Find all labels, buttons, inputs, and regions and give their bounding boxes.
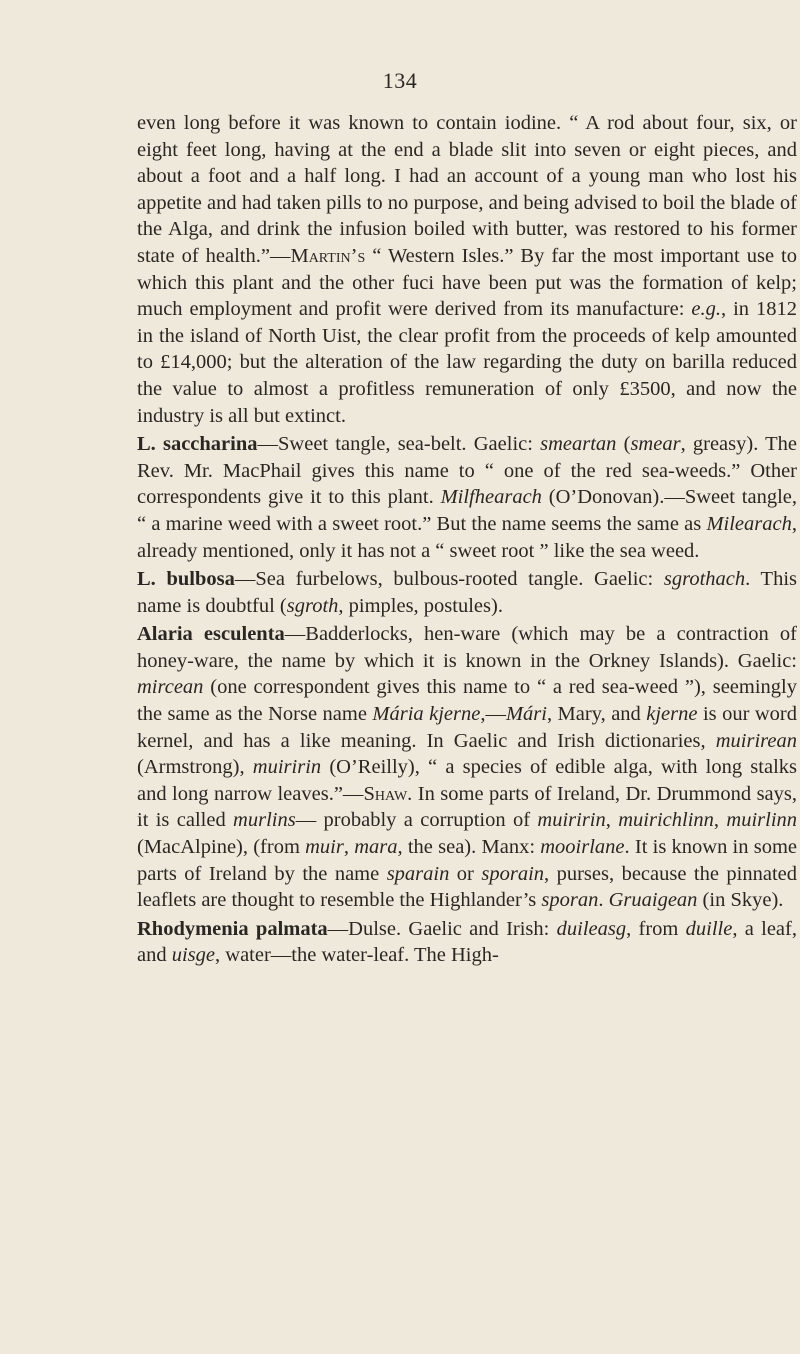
entry-heading: Alaria esculenta: [137, 623, 285, 646]
body-text: [137, 110, 797, 969]
entry-alaria-esculenta: Alaria esculenta—Badderlocks, hen-ware (which may be a contraction of honey-ware, the name by which it is known in the Orkney Islands). Gaelic: mircean (one correspondent gives this name to “ a red sea-weed ”), seemingly the same as the Norse name Mária kjerne,—Mári, Mary, and kjerne is our word kernel, and has a like meaning. In Gaelic and Irish dictionaries, muirirean (Armstrong), muiririn (O’Reilly), “ a species of edible alga, with long stalks and long narrow leaves.”—Shaw. In some parts of Ireland, Dr. Drummond says, it is called murlins— probably a corruption of muiririn, muirichlinn, muirlinn (MacAlpine), (from muir, mara, the sea). Manx: mooirlane. It is known in some parts of Ireland by the name sparain or sporain, purses, because the pinnated leaflets are thought to resemble the Highlander’s sporan. Gruaigean (in Skye).: [137, 623, 798, 912]
entry-l-saccharina: L. saccharina—Sweet tangle, sea-belt. Gaelic: smeartan (smear, greasy). The Rev. Mr. MacPhail gives this name to “ one of the red sea-weeds.” Other correspondents give it to this plant. Milfhearach (O’Donovan).—Sweet tangle, “ a marine weed with a sweet root.” But the name seems the same as Milearach, already mentioned, only it has not a “ sweet root ” like the sea weed.: [137, 433, 798, 562]
paragraph-kelp: even long before it was known to contain iodine. “ A rod about four, six, or eight feet long, having at the end a blade slit into seven or eight pieces, and about a foot and a half long. I had an account of a young man who lost his appetite and had taken pills to no purpose, and being advised to boil the blade of the Alga, and drink the infusion boiled with butter, was restored to his former state of health.”—Martin’s “ Western Isles.” By far the most important use to which this plant and the other fuci have been put was the formation of kelp; much employment and profit were derived from its manufacture: e.g., in 1812 in the island of North Uist, the clear profit from the proceeds of kelp amounted to £14,000; but the alteration of the law regarding the duty on barilla reduced the value to almost a profitless remuneration of only £3500, and now the industry is all but extinct.: [137, 112, 797, 427]
entry-rhodymenia-palmata: Rhodymenia palmata—Dulse. Gaelic and Irish: duileasg, from duille, a leaf, and uisge, water—the water-leaf. The High-: [137, 917, 797, 967]
entry-heading: L. bulbosa: [137, 568, 235, 591]
page-number: 134: [382, 68, 418, 93]
entry-heading: L. saccharina: [137, 433, 258, 456]
entry-l-bulbosa: L. bulbosa—Sea furbelows, bulbous-rooted tangle. Gaelic: sgrothach. This name is doubtful (sgroth, pimples, postules).: [137, 568, 797, 617]
citation-author: Shaw: [363, 782, 408, 805]
entry-heading: Rhodymenia palmata: [137, 917, 328, 940]
citation-author: Martin’s: [290, 244, 366, 267]
